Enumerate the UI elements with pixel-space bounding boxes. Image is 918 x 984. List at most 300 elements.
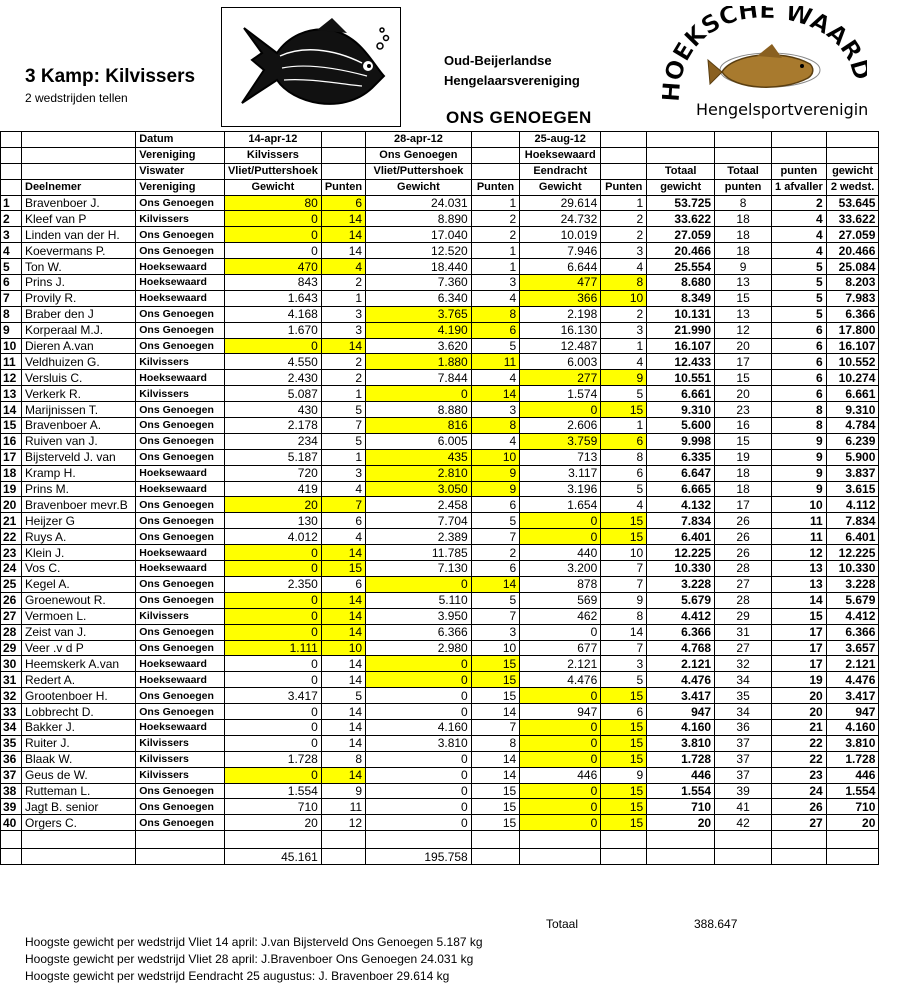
cell-p3: 9 [601, 592, 647, 608]
table-row [1, 449, 918, 465]
header-cell: Totaal [647, 163, 715, 179]
cell-tp: 12 [715, 322, 772, 338]
cell-gw: 20 [826, 815, 879, 831]
participant-name: Linden van der H. [22, 227, 136, 243]
cell-tp: 36 [715, 719, 772, 735]
cell-tp: 13 [715, 275, 772, 291]
cell-tg: 4.160 [647, 719, 715, 735]
cell-p3: 15 [601, 529, 647, 545]
cell-pa: 14 [772, 592, 827, 608]
cell-p3: 15 [601, 513, 647, 529]
cell-g3: 0 [520, 513, 601, 529]
cell-p1: 4 [321, 481, 365, 497]
participant-name: Provily R. [22, 290, 136, 306]
row-number: 29 [1, 640, 22, 656]
cell-tp: 34 [715, 704, 772, 720]
cell-tg: 4.768 [647, 640, 715, 656]
cell-pa: 13 [772, 561, 827, 577]
participant-club: Hoeksewaard [136, 719, 225, 735]
cell-gw: 6.366 [826, 624, 879, 640]
cell-p3: 14 [601, 624, 647, 640]
cell-p1: 10 [321, 640, 365, 656]
cell-tp: 20 [715, 338, 772, 354]
participant-name: Vermoen L. [22, 608, 136, 624]
cell-g2: 816 [366, 418, 472, 434]
row-number: 7 [1, 290, 22, 306]
header-cell: Vereniging [136, 179, 225, 195]
header-cell-participant: Deelnemer [22, 179, 136, 195]
results-table-body [1, 132, 918, 865]
participant-name: Orgers C. [22, 815, 136, 831]
header-cell [772, 132, 827, 148]
cell-g3: 0 [520, 751, 601, 767]
cell-g1: 1.728 [224, 751, 321, 767]
cell-gw: 6.239 [826, 433, 879, 449]
cell-g1: 430 [224, 402, 321, 418]
header-cell: 2 wedst. [826, 179, 879, 195]
header-cell [826, 147, 879, 163]
sum-cell-empty [647, 849, 715, 865]
cell-g3: 3.196 [520, 481, 601, 497]
row-number: 1 [1, 195, 22, 211]
cell-gw: 3.615 [826, 481, 879, 497]
cell-gw: 1.728 [826, 751, 879, 767]
cell-tp: 42 [715, 815, 772, 831]
sum-weight-1: 45.161 [224, 849, 321, 865]
participant-club: Ons Genoegen [136, 688, 225, 704]
header-cell: Totaal [715, 163, 772, 179]
header-cell: 28-apr-12 [366, 132, 472, 148]
cell-g2: 4.160 [366, 719, 472, 735]
cell-g1: 0 [224, 719, 321, 735]
cell-p2: 1 [471, 195, 519, 211]
cell-p1: 1 [321, 290, 365, 306]
row-number: 25 [1, 576, 22, 592]
cell-g1: 0 [224, 624, 321, 640]
cell-p2: 4 [471, 290, 519, 306]
cell-p2: 15 [471, 656, 519, 672]
cell-g3: 0 [520, 719, 601, 735]
participant-name: Marijnissen T. [22, 402, 136, 418]
cell-g3: 3.200 [520, 561, 601, 577]
cell-g2: 0 [366, 783, 472, 799]
cell-p1: 14 [321, 767, 365, 783]
cell-tp: 15 [715, 433, 772, 449]
cell-p1: 14 [321, 338, 365, 354]
blank-cell [321, 831, 365, 849]
cell-pa: 19 [772, 672, 827, 688]
cell-gw: 2.121 [826, 656, 879, 672]
cell-g1: 4.168 [224, 306, 321, 322]
cell-g2: 17.040 [366, 227, 472, 243]
participant-name: Zeist van J. [22, 624, 136, 640]
row-number: 10 [1, 338, 22, 354]
cell-pa: 13 [772, 576, 827, 592]
cell-pa: 5 [772, 290, 827, 306]
cell-p3: 1 [601, 418, 647, 434]
cell-p2: 11 [471, 354, 519, 370]
grand-total-value: 388.647 [694, 917, 738, 931]
cell-g3: 446 [520, 767, 601, 783]
cell-p2: 3 [471, 624, 519, 640]
participant-name: Lobbrecht D. [22, 704, 136, 720]
cell-g1: 80 [224, 195, 321, 211]
cell-gw: 20.466 [826, 243, 879, 259]
cell-tp: 18 [715, 227, 772, 243]
page-subtitle: 2 wedstrijden tellen [25, 91, 128, 105]
cell-p1: 14 [321, 704, 365, 720]
cell-p2: 8 [471, 418, 519, 434]
cell-gw: 947 [826, 704, 879, 720]
cell-g3: 2.121 [520, 656, 601, 672]
header-cell: Punten [601, 179, 647, 195]
participant-name: Bravenboer A. [22, 418, 136, 434]
header-cell-nr [1, 147, 22, 163]
cell-gw: 4.784 [826, 418, 879, 434]
cell-tp: 18 [715, 481, 772, 497]
participant-club: Hoeksewaard [136, 481, 225, 497]
fish-drawing-icon [222, 8, 400, 126]
cell-p2: 8 [471, 735, 519, 751]
row-number: 27 [1, 608, 22, 624]
cell-tg: 6.401 [647, 529, 715, 545]
sum-cell-empty [136, 849, 225, 865]
row-number: 2 [1, 211, 22, 227]
cell-p1: 14 [321, 545, 365, 561]
table-row [1, 211, 918, 227]
cell-tg: 1.554 [647, 783, 715, 799]
cell-g2: 2.810 [366, 465, 472, 481]
cell-gw: 9.310 [826, 402, 879, 418]
cell-gw: 7.983 [826, 290, 879, 306]
participant-club: Kilvissers [136, 767, 225, 783]
sum-cell-empty [22, 849, 136, 865]
cell-p2: 2 [471, 545, 519, 561]
table-row [1, 529, 918, 545]
row-number: 11 [1, 354, 22, 370]
cell-g2: 6.340 [366, 290, 472, 306]
participant-club: Ons Genoegen [136, 449, 225, 465]
cell-g3: 0 [520, 529, 601, 545]
row-number: 5 [1, 259, 22, 275]
table-row [1, 624, 918, 640]
sum-cell-empty [471, 849, 519, 865]
participant-club: Ons Genoegen [136, 497, 225, 513]
cell-gw: 33.622 [826, 211, 879, 227]
cell-g1: 843 [224, 275, 321, 291]
cell-gw: 3.837 [826, 465, 879, 481]
cell-g2: 8.880 [366, 402, 472, 418]
cell-tg: 2.121 [647, 656, 715, 672]
cell-g1: 0 [224, 767, 321, 783]
cell-p2: 15 [471, 672, 519, 688]
cell-tp: 26 [715, 545, 772, 561]
cell-tg: 7.834 [647, 513, 715, 529]
cell-g3: 6.003 [520, 354, 601, 370]
cell-tg: 4.412 [647, 608, 715, 624]
participant-name: Bravenboer J. [22, 195, 136, 211]
cell-pa: 20 [772, 688, 827, 704]
participant-name: Grootenboer H. [22, 688, 136, 704]
cell-tp: 17 [715, 354, 772, 370]
cell-g3: 462 [520, 608, 601, 624]
cell-pa: 6 [772, 386, 827, 402]
cell-p3: 3 [601, 656, 647, 672]
cell-g1: 0 [224, 735, 321, 751]
cell-g2: 3.050 [366, 481, 472, 497]
header-cell: Gewicht [224, 179, 321, 195]
table-row [1, 815, 918, 831]
participant-club: Ons Genoegen [136, 624, 225, 640]
cell-gw: 10.330 [826, 561, 879, 577]
cell-p1: 3 [321, 306, 365, 322]
table-row [1, 227, 918, 243]
cell-g2: 3.950 [366, 608, 472, 624]
participant-name: Veer .v d P [22, 640, 136, 656]
club-line-1: Oud-Beijerlandse [444, 53, 552, 68]
cell-gw: 53.645 [826, 195, 879, 211]
cell-tp: 9 [715, 259, 772, 275]
cell-pa: 4 [772, 227, 827, 243]
participant-name: Prins M. [22, 481, 136, 497]
cell-p1: 2 [321, 370, 365, 386]
cell-p1: 14 [321, 211, 365, 227]
cell-tg: 10.131 [647, 306, 715, 322]
cell-g1: 20 [224, 815, 321, 831]
cell-g1: 0 [224, 545, 321, 561]
participant-club: Ons Genoegen [136, 815, 225, 831]
row-number: 20 [1, 497, 22, 513]
sum-cell-empty [772, 849, 827, 865]
participant-club: Ons Genoegen [136, 322, 225, 338]
table-row [1, 195, 918, 211]
row-number: 17 [1, 449, 22, 465]
cell-g1: 1.670 [224, 322, 321, 338]
cell-pa: 9 [772, 481, 827, 497]
cell-gw: 3.228 [826, 576, 879, 592]
cell-tp: 37 [715, 735, 772, 751]
cell-g3: 0 [520, 402, 601, 418]
cell-p3: 9 [601, 370, 647, 386]
hoeksche-waard-emblem [662, 6, 867, 124]
participant-club: Hoeksewaard [136, 290, 225, 306]
cell-tp: 15 [715, 290, 772, 306]
header-cell-participant [22, 132, 136, 148]
header-cell: Hoeksewaard [520, 147, 601, 163]
participant-club: Ons Genoegen [136, 227, 225, 243]
cell-p2: 6 [471, 497, 519, 513]
cell-tg: 6.366 [647, 624, 715, 640]
blank-cell [601, 831, 647, 849]
header-cell: Vliet/Puttershoek [224, 163, 321, 179]
table-row [1, 290, 918, 306]
cell-p3: 6 [601, 433, 647, 449]
participant-name: Kramp H. [22, 465, 136, 481]
results-table [0, 131, 918, 865]
cell-tg: 3.810 [647, 735, 715, 751]
cell-tg: 20.466 [647, 243, 715, 259]
cell-tg: 16.107 [647, 338, 715, 354]
cell-g2: 24.031 [366, 195, 472, 211]
cell-g1: 470 [224, 259, 321, 275]
cell-pa: 8 [772, 402, 827, 418]
participant-name: Ruiter J. [22, 735, 136, 751]
sum-cell-empty [321, 849, 365, 865]
participant-club: Ons Genoegen [136, 529, 225, 545]
cell-g3: 677 [520, 640, 601, 656]
header-cell [601, 132, 647, 148]
participant-club: Hoeksewaard [136, 561, 225, 577]
cell-g3: 1.574 [520, 386, 601, 402]
row-number: 38 [1, 783, 22, 799]
participant-club: Ons Genoegen [136, 402, 225, 418]
cell-p1: 6 [321, 195, 365, 211]
cell-pa: 17 [772, 624, 827, 640]
table-row [1, 799, 918, 815]
cell-tp: 41 [715, 799, 772, 815]
participant-name: Rutteman L. [22, 783, 136, 799]
cell-p3: 5 [601, 386, 647, 402]
cell-gw: 3.657 [826, 640, 879, 656]
header-cell [601, 147, 647, 163]
row-number: 35 [1, 735, 22, 751]
header-cell: Datum [136, 132, 225, 148]
cell-g1: 0 [224, 704, 321, 720]
blank-cell [647, 831, 715, 849]
cell-g2: 0 [366, 815, 472, 831]
cell-g2: 3.810 [366, 735, 472, 751]
cell-tg: 12.433 [647, 354, 715, 370]
participant-name: Redert A. [22, 672, 136, 688]
cell-tg: 9.310 [647, 402, 715, 418]
table-row [1, 719, 918, 735]
blank-cell [366, 831, 472, 849]
header-cell [321, 132, 365, 148]
participant-name: Versluis C. [22, 370, 136, 386]
cell-p1: 5 [321, 688, 365, 704]
cell-gw: 25.084 [826, 259, 879, 275]
cell-tp: 35 [715, 688, 772, 704]
cell-gw: 6.401 [826, 529, 879, 545]
cell-p2: 6 [471, 561, 519, 577]
cell-tg: 710 [647, 799, 715, 815]
participant-club: Ons Genoegen [136, 433, 225, 449]
cell-g2: 6.366 [366, 624, 472, 640]
cell-p2: 9 [471, 465, 519, 481]
cell-p2: 15 [471, 815, 519, 831]
header-row [1, 132, 918, 148]
participant-club: Ons Genoegen [136, 592, 225, 608]
cell-p2: 10 [471, 640, 519, 656]
row-number: 15 [1, 418, 22, 434]
cell-p2: 5 [471, 592, 519, 608]
cell-p3: 1 [601, 338, 647, 354]
cell-p1: 5 [321, 402, 365, 418]
cell-p3: 3 [601, 243, 647, 259]
cell-p1: 14 [321, 719, 365, 735]
cell-tp: 15 [715, 370, 772, 386]
cell-gw: 12.225 [826, 545, 879, 561]
cell-tg: 9.998 [647, 433, 715, 449]
participant-club: Hoeksewaard [136, 545, 225, 561]
header-cell-nr [1, 163, 22, 179]
header-cell [321, 147, 365, 163]
cell-g2: 7.360 [366, 275, 472, 291]
cell-p2: 1 [471, 243, 519, 259]
cell-gw: 10.274 [826, 370, 879, 386]
row-number: 23 [1, 545, 22, 561]
cell-p2: 2 [471, 227, 519, 243]
cell-p1: 6 [321, 513, 365, 529]
cell-g1: 1.554 [224, 783, 321, 799]
cell-pa: 10 [772, 497, 827, 513]
cell-p1: 2 [321, 275, 365, 291]
cell-g3: 12.487 [520, 338, 601, 354]
participant-name: Prins J. [22, 275, 136, 291]
participant-club: Ons Genoegen [136, 799, 225, 815]
cell-g3: 10.019 [520, 227, 601, 243]
table-row [1, 576, 918, 592]
participant-name: Groenewout R. [22, 592, 136, 608]
grand-total-label: Totaal [546, 917, 579, 931]
header-cell [471, 163, 519, 179]
cell-p3: 2 [601, 306, 647, 322]
cell-tp: 32 [715, 656, 772, 672]
cell-tg: 3.228 [647, 576, 715, 592]
cell-g1: 2.178 [224, 418, 321, 434]
participant-club: Kilvissers [136, 608, 225, 624]
cell-g2: 7.844 [366, 370, 472, 386]
cell-p3: 15 [601, 402, 647, 418]
cell-p3: 6 [601, 465, 647, 481]
sum-cell-empty [520, 849, 601, 865]
cell-p3: 15 [601, 815, 647, 831]
cell-p2: 4 [471, 433, 519, 449]
row-number: 21 [1, 513, 22, 529]
participant-name: Ruiven van J. [22, 433, 136, 449]
cell-p3: 1 [601, 195, 647, 211]
cell-p1: 3 [321, 465, 365, 481]
cell-g2: 7.130 [366, 561, 472, 577]
header-cell-nr [1, 179, 22, 195]
sum-cell-empty [1, 849, 22, 865]
cell-tp: 27 [715, 576, 772, 592]
cell-g1: 3.417 [224, 688, 321, 704]
cell-p2: 4 [471, 370, 519, 386]
table-row [1, 306, 918, 322]
cell-pa: 23 [772, 767, 827, 783]
cell-p1: 14 [321, 735, 365, 751]
cell-p3: 4 [601, 354, 647, 370]
table-row [1, 275, 918, 291]
cell-p3: 4 [601, 259, 647, 275]
header-cell: Ons Genoegen [366, 147, 472, 163]
cell-p3: 7 [601, 640, 647, 656]
row-number: 37 [1, 767, 22, 783]
cell-tg: 10.551 [647, 370, 715, 386]
table-row [1, 767, 918, 783]
cell-tp: 16 [715, 418, 772, 434]
participant-club: Ons Genoegen [136, 640, 225, 656]
participant-name: Bravenboer mevr.B [22, 497, 136, 513]
header-cell [715, 147, 772, 163]
table-row [1, 418, 918, 434]
table-row [1, 497, 918, 513]
cell-p2: 14 [471, 767, 519, 783]
cell-gw: 4.412 [826, 608, 879, 624]
cell-tg: 4.476 [647, 672, 715, 688]
cell-p3: 15 [601, 751, 647, 767]
